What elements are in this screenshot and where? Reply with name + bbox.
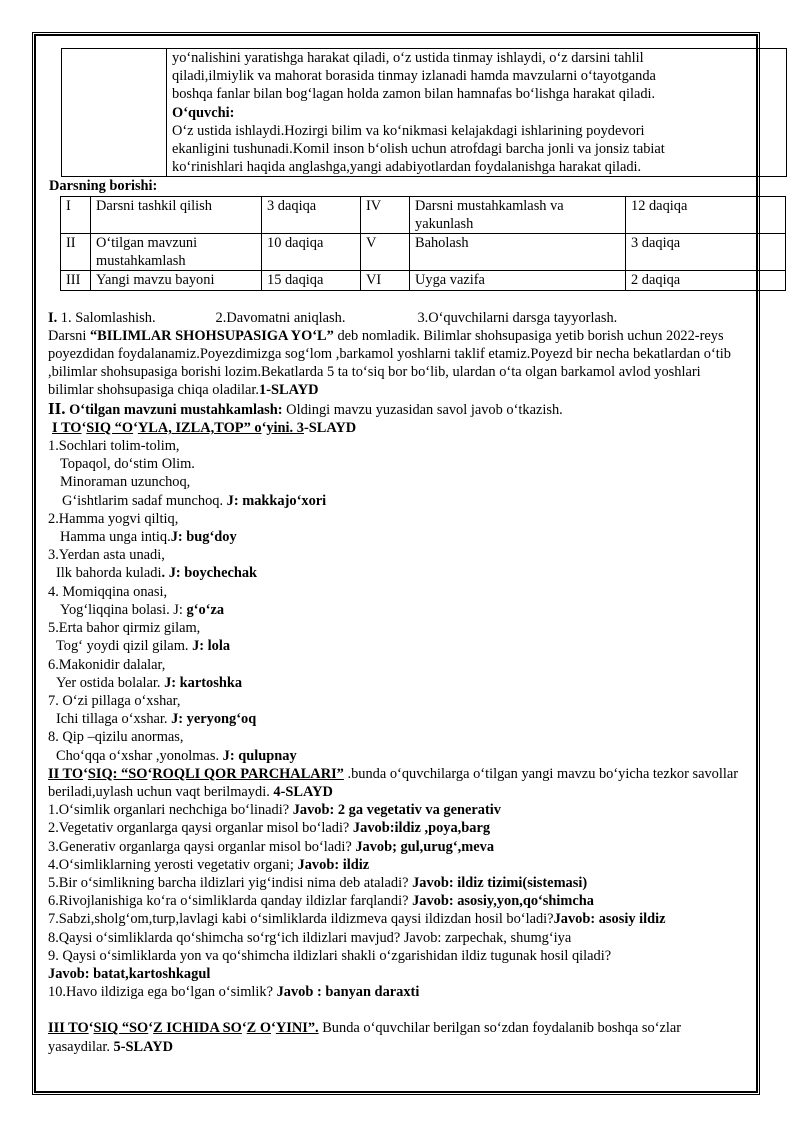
schedule-stage: Yangi mavzu bayoni [91, 271, 262, 290]
schedule-stage: Baholash [410, 234, 626, 271]
lesson-theme-name: “BILIMLAR SHOHSUPASIGA YO‘L” [89, 327, 334, 344]
schedule-time: 3 daqiqa [262, 196, 361, 233]
riddle-line: Yog‘liqqina bolasi. J: g‘o‘za [60, 601, 225, 618]
schedule-num: IV [361, 196, 410, 233]
question-answer: Javob: ildiz tizimi(sistemasi) [412, 874, 588, 891]
riddle-line: Topaqol, do‘stim Olim. [60, 456, 195, 473]
schedule-row [61, 196, 786, 233]
question-line [48, 965, 746, 983]
riddle-line: 1.Sochlari tolim-tolim, [48, 438, 180, 455]
slide-ref: 5-SLAYD [113, 1038, 173, 1055]
section-1-number: I. [48, 309, 58, 326]
section-2-heading: O‘tilgan mavzuni mustahkamlash: [65, 401, 283, 418]
riddle-line: 8. Qip –qizilu anormas, [48, 729, 184, 746]
riddle-line: 4. Momiqqina onasi, [48, 583, 168, 600]
question-answer: Javob:ildiz ,poya,barg [352, 820, 491, 837]
question-line: 9. Qaysi o‘simliklarda yon va qo‘shimcha ildizlari shakli o‘zgarishidan ildiz tugunak hosil qiladi? [48, 947, 612, 964]
schedule-stage: Darsni mustahkamlash va yakunlash [410, 196, 626, 233]
schedule-num: III [61, 271, 91, 290]
question-line: 7.Sabzi,sholg‘om,turp,lavlagi kabi o‘simliklarda ildizmeva qaysi ildizdan hosil bo‘ladi?Javob: asosiy ildiz [48, 911, 666, 928]
riddle-list [48, 437, 746, 765]
student-heading: O‘quvchi: [172, 104, 235, 121]
riddle-line: Hamma unga intiq.J: bug‘doy [60, 529, 237, 546]
schedule-time: 12 daqiqa [626, 196, 786, 233]
riddle-line: Minoraman uzunchoq, [60, 474, 191, 491]
step-attendance: 2.Davomatni aniqlash. [215, 309, 346, 326]
intro-paragraph: Darsni “BILIMLAR SHOHSUPASIGA YO‘L” deb nomladik. Bilimlar shohsupasiga yetib borish uchun 2022-reys poyezdidan foydalanamiz.Poyezdimizga sog‘lom ,barkamol yoshlarni taklif etamiz.Poyezd bir necha bekatlardan o‘tib ,bilimlar shohsupasiga borishi lozim.Bekatlarda 5 ta to‘siq bor bo‘lib, ulardan o‘ta olgan barkamol avlod yoshlari bilimlar shohsupasiga chiqa oladilar.1-SLAYD [48, 327, 731, 399]
riddle-answer: g‘o‘za [186, 601, 225, 618]
question-answer: Javob : banyan daraxti [276, 984, 420, 1001]
schedule-stage: Uyga vazifa [410, 271, 626, 290]
riddle-answer: J: lola [192, 638, 231, 655]
schedule-stage: Darsni tashkil qilish [91, 196, 262, 233]
riddle-answer: J: kartoshka [164, 674, 243, 691]
schedule-time: 10 daqiqa [262, 234, 361, 271]
section-2-text: Oldingi mavzu yuzasidan savol javob o‘tkazish. [282, 401, 563, 418]
student-goal-line-3: ko‘rinishlari haqida anglashga,yangi adabiyotlardan foydalanishga harakat qiladi. [172, 159, 642, 176]
riddle-line: 2.Hamma yogvi qiltiq, [48, 510, 179, 527]
riddle-line: Ichi tillaga o‘xshar. J: yeryong‘oq [56, 711, 257, 728]
lesson-flow-title: Darsning borishi: [49, 178, 158, 195]
riddle-line: G‘ishtlarim sadaf munchoq. J: makkajo‘xori [62, 492, 327, 509]
riddle-line: Ilk bahorda kuladi. J: boychechak [56, 565, 258, 582]
question-line: 3.Generativ organlarga qaysi organlar misol bo‘ladi? Javob; gul,urug‘,meva [48, 838, 495, 855]
riddle-line: Tog‘ yoydi qizil gilam. J: lola [56, 638, 231, 655]
teacher-goal-line-2: qiladi,ilmiylik va mahorat borasida tinmay izlanadi hamda mavzularni o‘tayotganda [172, 68, 656, 85]
obstacle-1-heading: I TO‘SIQ “O‘YLA, IZLA,TOP” o‘yini. 3-SLAYD [52, 419, 357, 436]
question-answer: Javob: asosiy,yon,qo‘shimcha [412, 893, 594, 910]
obstacle-2-paragraph: II TO‘SIQ: “SO‘ROQLI QOR PARCHALARI” .bunda o‘quvchilarga o‘tilgan yangi mavzu bo‘yicha tezkor savollar beriladi,uylash uchun vaqt berilmaydi. 4-SLAYD [48, 765, 739, 800]
schedule-num: I [61, 196, 91, 233]
question-line: 5.Bir o‘simlikning barcha ildizlari yig‘indisi nima deb ataladi? Javob: ildiz tizimi(sistemasi) [48, 874, 588, 891]
goals-table-right-cell [167, 49, 787, 177]
schedule-stage: O‘tilgan mavzuni mustahkamlash [91, 234, 262, 271]
riddle-answer: J: yeryong‘oq [171, 711, 257, 728]
question-line: 1.O‘simlik organlari nechchiga bo‘linadi? Javob: 2 ga vegetativ va generativ [48, 802, 501, 819]
section-1-line [48, 309, 746, 327]
section-2-number: II. [48, 398, 66, 418]
schedule-row [61, 271, 786, 290]
obstacle-3-paragraph: III TO‘SIQ “SO‘Z ICHIDA SO‘Z O‘YINI”. Bunda o‘quvchilar berilgan so‘zdan foydalanib boshqa so‘zlar yasaydilar. 5-SLAYD [48, 1020, 682, 1055]
riddle-answer: J: qulupnay [222, 747, 297, 764]
schedule-time: 2 daqiqa [626, 271, 786, 290]
student-goal-line-2: ekanligini tushunadi.Komil inson b‘olish uchun atrofdagi barcha jonli va jonsiz tabiat [172, 141, 665, 158]
step-prepare: 3.O‘quvchilarni darsga tayyorlash. [417, 309, 618, 326]
question-line: 8.Qaysi o‘simliklarda qo‘shimcha so‘rg‘ich ildizlari mavjud? Javob: zarpechak, shumg‘iya [48, 929, 572, 946]
riddle-answer: J: bug‘doy [170, 529, 237, 546]
riddle-line: 6.Makonidir dalalar, [48, 656, 166, 673]
question-answer: Javob: 2 ga vegetativ va generativ [292, 802, 501, 819]
goals-table [61, 48, 787, 177]
step-greeting: 1. Salomlashish. [57, 309, 156, 326]
question-line: 6.Rivojlanishiga ko‘ra o‘simliklarda qanday ildizlar farqlandi? Javob: asosiy,yon,qo‘shimcha [48, 893, 594, 910]
question-answer: Javob: ildiz [297, 856, 370, 873]
schedule-time: 3 daqiqa [626, 234, 786, 271]
document-body [48, 48, 746, 1056]
riddle-answer: . J: boychechak [161, 565, 258, 582]
riddle-line: Yer ostida bolalar. J: kartoshka [56, 674, 243, 691]
riddle-line: 3.Yerdan asta unadi, [48, 547, 165, 564]
question-line: 10.Havo ildiziga ega bo‘lgan o‘simlik? Javob : banyan daraxti [48, 984, 420, 1001]
riddle-line: 7. O‘zi pillaga o‘xshar, [48, 692, 181, 709]
slide-ref: 1-SLAYD [259, 382, 319, 399]
schedule-num: VI [361, 271, 410, 290]
lesson-schedule-table [60, 196, 786, 291]
riddle-answer: J: makkajo‘xori [226, 492, 327, 509]
question-answer: Javob; gul,urug‘,meva [355, 838, 495, 855]
question-line: 4.O‘simliklarning yerosti vegetativ organi; Javob: ildiz [48, 856, 370, 873]
section-2-line [48, 400, 746, 419]
question-answer: Javob: batat,kartoshkagul [48, 965, 211, 982]
schedule-num: V [361, 234, 410, 271]
teacher-goal-line-3: boshqa fanlar bilan bog‘lagan holda zamon bilan hamnafas bo‘lishga harakat qiladi. [172, 86, 656, 103]
student-goal-line-1: O‘z ustida ishlaydi.Hozirgi bilim va ko‘nikmasi kelajakdagi ishlarining poydevori [172, 122, 645, 139]
teacher-goal-line-1: yo‘nalishini yaratishga harakat qiladi, o‘z ustida tinmay ishlaydi, o‘z darsini tahlil [172, 50, 644, 66]
schedule-row [61, 234, 786, 271]
question-answer: Javob: asosiy ildiz [553, 911, 666, 928]
riddle-line: Cho‘qqa o‘xshar ,yonolmas. J: qulupnay [56, 747, 297, 764]
goals-table-left-cell [62, 49, 167, 177]
riddle-line: 5.Erta bahor qirmiz gilam, [48, 620, 201, 637]
question-list [48, 801, 746, 1001]
schedule-time: 15 daqiqa [262, 271, 361, 290]
schedule-num: II [61, 234, 91, 271]
slide-ref: 4-SLAYD [273, 783, 333, 800]
question-line: 2.Vegetativ organlarga qaysi organlar misol bo‘ladi? Javob:ildiz ,poya,barg [48, 820, 491, 837]
